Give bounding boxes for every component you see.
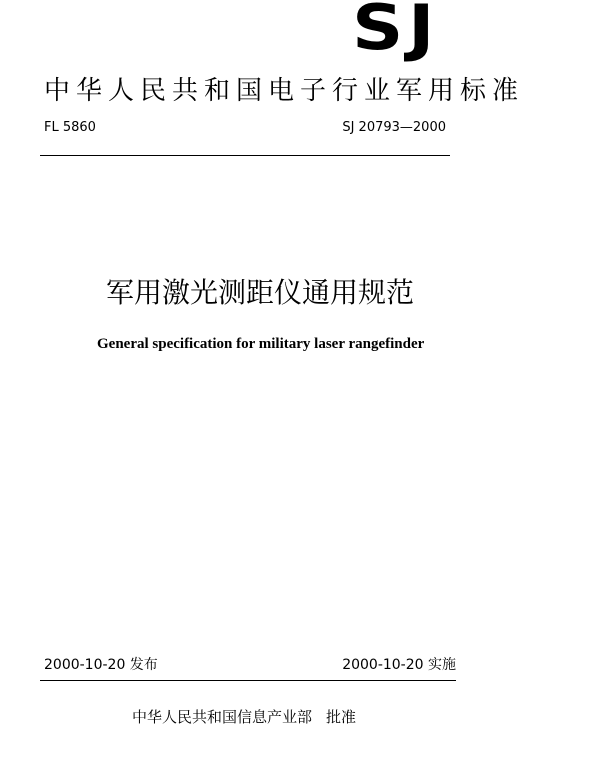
approver-org: 中华人民共和国信息产业部: [132, 708, 313, 726]
approval-word: 批准: [326, 708, 357, 726]
sj-logo: SJ: [352, 0, 440, 64]
date-row: [44, 654, 456, 674]
title-chinese: 军用激光测距仪通用规范: [106, 276, 415, 309]
top-divider: [40, 155, 450, 156]
title-english: General specification for military laser rangefinder: [97, 336, 425, 352]
issue-date: 2000-10-20 发布: [44, 657, 158, 673]
classification-code: FL 5860: [44, 120, 96, 135]
issuer-heading: 中华人民共和国电子行业军用标准: [44, 76, 525, 106]
standard-number: SJ 20793—2000: [342, 120, 446, 135]
bottom-divider: [40, 680, 456, 681]
implementation-date: 2000-10-20 实施: [342, 657, 456, 673]
code-row: [44, 120, 450, 138]
approver-line: [132, 706, 356, 727]
